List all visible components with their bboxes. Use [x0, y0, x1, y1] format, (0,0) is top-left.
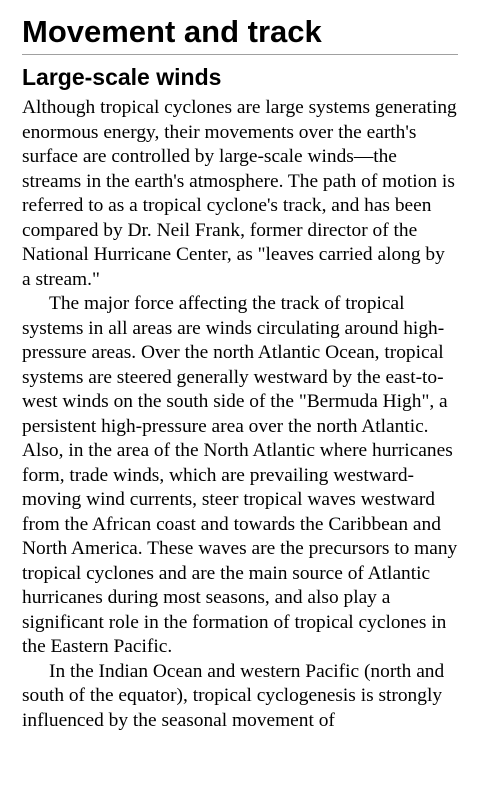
paragraph-high-pressure: The major force affecting the track of tropical systems in all areas are winds circulating around high-pressure areas. Over the north Atlantic Ocean, tropical systems are steered generally westward by the east-to-west winds on the south side of the "Bermuda High", a persistent high-pressure area over the north Atlantic. Also, in the area of the North Atlantic where hurricanes form, trade winds, which are prevailing westward-moving wind currents, steer tropical waves westward from the African coast and towards the Caribbean and North America. These waves are the precursors to many tropical cyclones and are the main source of Atlantic hurricanes during most seasons, and also play a significant role in the formation of tropical cyclones in the Eastern Pacific. — [22, 293, 458, 657]
subsection-title: Large-scale winds — [22, 64, 222, 90]
article-page — [22, 0, 458, 733]
paragraph-indian-ocean: In the Indian Ocean and western Pacific (north and south of the equator), tropical cyclogenesis is strongly influenced by the seasonal movement of — [22, 660, 445, 731]
paragraph-intro: Although tropical cyclones are large systems generating enormous energy, their movements over the earth's surface are controlled by large-scale winds—the streams in the earth's atmosphere. The path of motion is referred to as a tropical cyclone's track, and has been compared by Dr. Neil Frank, former director of the National Hurricane Center, as "leaves carried along by a stream." — [22, 97, 457, 290]
section-title: Movement and track — [22, 14, 458, 55]
